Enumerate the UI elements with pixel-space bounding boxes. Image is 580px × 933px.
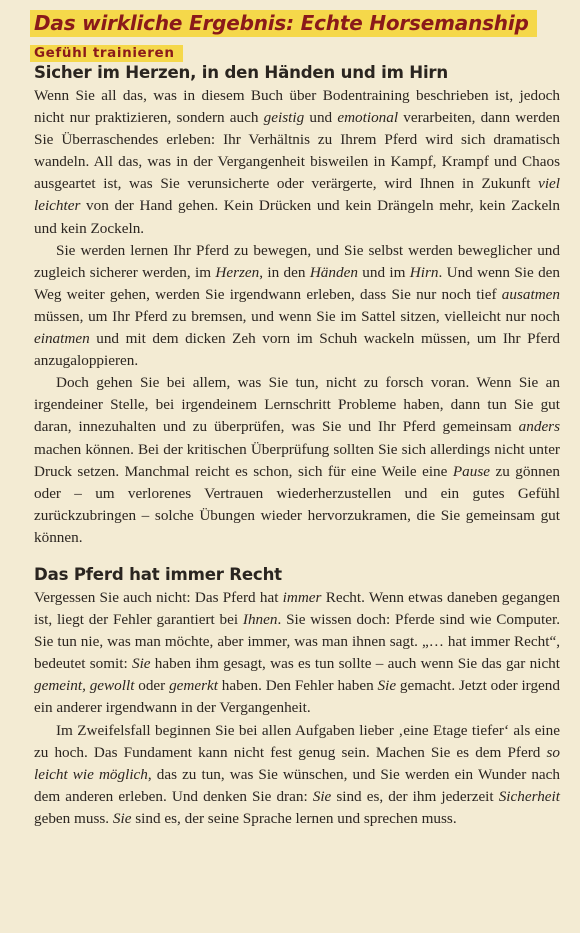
emphasis-text: so leicht wie möglich	[34, 743, 560, 783]
emphasis-text: emotional	[337, 109, 399, 127]
text-run: und	[304, 109, 338, 127]
text-run: von der Hand gehen. Kein Drücken und kein Drängeln mehr, kein Zackeln und kein Zockeln.	[34, 197, 560, 237]
emphasis-text: Ihnen	[242, 611, 278, 629]
text-run: Wenn Sie all das, was in diesem Buch über Bodentraining beschrieben ist, jedoch nicht nur praktizieren, sondern auch	[34, 87, 560, 127]
text-run: haben. Den Fehler haben	[217, 677, 378, 695]
text-run: Recht. Wenn etwas daneben gegangen ist, liegt der Fehler garantiert bei	[34, 588, 560, 629]
emphasis-text: gemeint, gewollt	[34, 677, 135, 695]
text-run: geben muss.	[34, 809, 113, 827]
text-run: und im	[357, 263, 410, 281]
emphasis-text: Pause	[452, 462, 490, 480]
text-run: , das zu tun, was Sie wünschen, und Sie werden ein Wunder nach dem anderen erleben. Und denken Sie dran:	[34, 765, 560, 805]
emphasis-text: Sie	[377, 677, 397, 695]
text-run: , in den	[259, 263, 310, 281]
text-run: sind es, der seine Sprache lernen und sprechen muss.	[131, 809, 457, 827]
text-run: gemacht. Jetzt oder irgend ein anderer irgendwann in der Vergangenheit.	[34, 677, 560, 717]
text-run: müssen, um Ihr Pferd zu bremsen, und wenn Sie im Sattel sitzen, vielleicht nur noch	[34, 307, 560, 325]
emphasis-text: Sicherheit	[498, 787, 560, 805]
emphasis-text: viel leichter	[34, 175, 560, 215]
section-kicker: Gefühl trainieren	[30, 45, 183, 62]
emphasis-text: Herzen	[215, 263, 260, 281]
text-run: Sie werden lernen Ihr Pferd zu bewegen, und Sie selbst werden beweglicher und zugleich sicherer werden, im	[34, 241, 560, 281]
emphasis-text: ausatmen	[501, 285, 560, 303]
text-run: haben ihm gesagt, was es tun sollte – auch wenn Sie das gar nicht	[150, 655, 560, 673]
emphasis-text: Sie	[312, 787, 332, 805]
section-heading: Sicher im Herzen, in den Händen und im Hirn	[34, 63, 449, 82]
emphasis-text: Sie	[112, 809, 132, 827]
text-run: verarbeiten, dann werden Sie Überraschendes erleben: Ihr Verhältnis zu Ihrem Pferd wird sich dramatisch wandeln. All das, was in der Vergangenheit bisweilen in Kampf, Krampf und Chaos ausgeartet ist, was Sie verunsicherte oder verärgerte, wird Ihnen in Zukunft	[34, 109, 560, 193]
section-sicher	[34, 63, 560, 549]
emphasis-text: anders	[518, 418, 560, 436]
emphasis-text: Hirn	[409, 263, 439, 281]
emphasis-text: gemerkt	[169, 677, 218, 695]
emphasis-text: geistig	[263, 109, 305, 127]
paragraph	[34, 372, 560, 549]
chapter-title: Das wirkliche Ergebnis: Echte Horsemanship	[30, 10, 537, 37]
emphasis-text: einatmen	[34, 330, 90, 348]
text-run: . Und wenn Sie den Weg weiter gehen, werden Sie irgendwann erleben, dass Sie nur noch tief	[34, 263, 561, 303]
text-run: oder	[134, 677, 170, 695]
text-run: zu gönnen oder – um verlorenes Vertrauen wiederherzustellen und ein gutes Gefühl zurückzubringen – solche Übungen wieder hervorzukramen, die Sie gemeinsam gut können.	[34, 462, 560, 546]
emphasis-text: Sie	[131, 655, 151, 673]
emphasis-text: immer	[282, 588, 322, 606]
paragraph	[34, 587, 560, 720]
paragraph	[34, 85, 560, 240]
paragraph	[34, 240, 560, 373]
section-pferd-recht	[34, 565, 560, 830]
text-run: machen können. Bei der kritischen Überprüfung sollten Sie sich allerdings nicht unter Druck setzen. Manchmal reicht es schon, sich für eine Weile eine	[34, 440, 560, 480]
text-run: sind es, der ihm jederzeit	[331, 787, 499, 805]
section-heading: Das Pferd hat immer Recht	[34, 564, 282, 584]
emphasis-text: Händen	[309, 263, 358, 281]
text-run: . Sie wissen doch: Pferde sind wie Computer. Sie tun nie, was man möchte, aber immer, was man ihnen sagt. „… hat immer Recht“, bedeutet somit:	[34, 611, 561, 673]
paragraph	[34, 720, 560, 830]
text-run: Doch gehen Sie bei allem, was Sie tun, nicht zu forsch voran. Wenn Sie an irgendeiner Stelle, bei irgendeinem Lernschritt Probleme haben, dann tun Sie gut daran, innezuhalten und zu überprüfen, was Sie und Ihr Pferd gemeinsam	[34, 374, 560, 436]
text-run: und mit dem dicken Zeh vorn im Schuh wackeln müssen, um Ihr Pferd anzugaloppieren.	[34, 330, 560, 370]
text-run: Im Zweifelsfall beginnen Sie bei allen Aufgaben lieber ‚eine Etage tiefer‘ als eine zu hoch. Das Fundament kann nicht fest genug sein. Machen Sie es dem Pferd	[34, 721, 560, 761]
text-run: Vergessen Sie auch nicht: Das Pferd hat	[34, 588, 283, 606]
